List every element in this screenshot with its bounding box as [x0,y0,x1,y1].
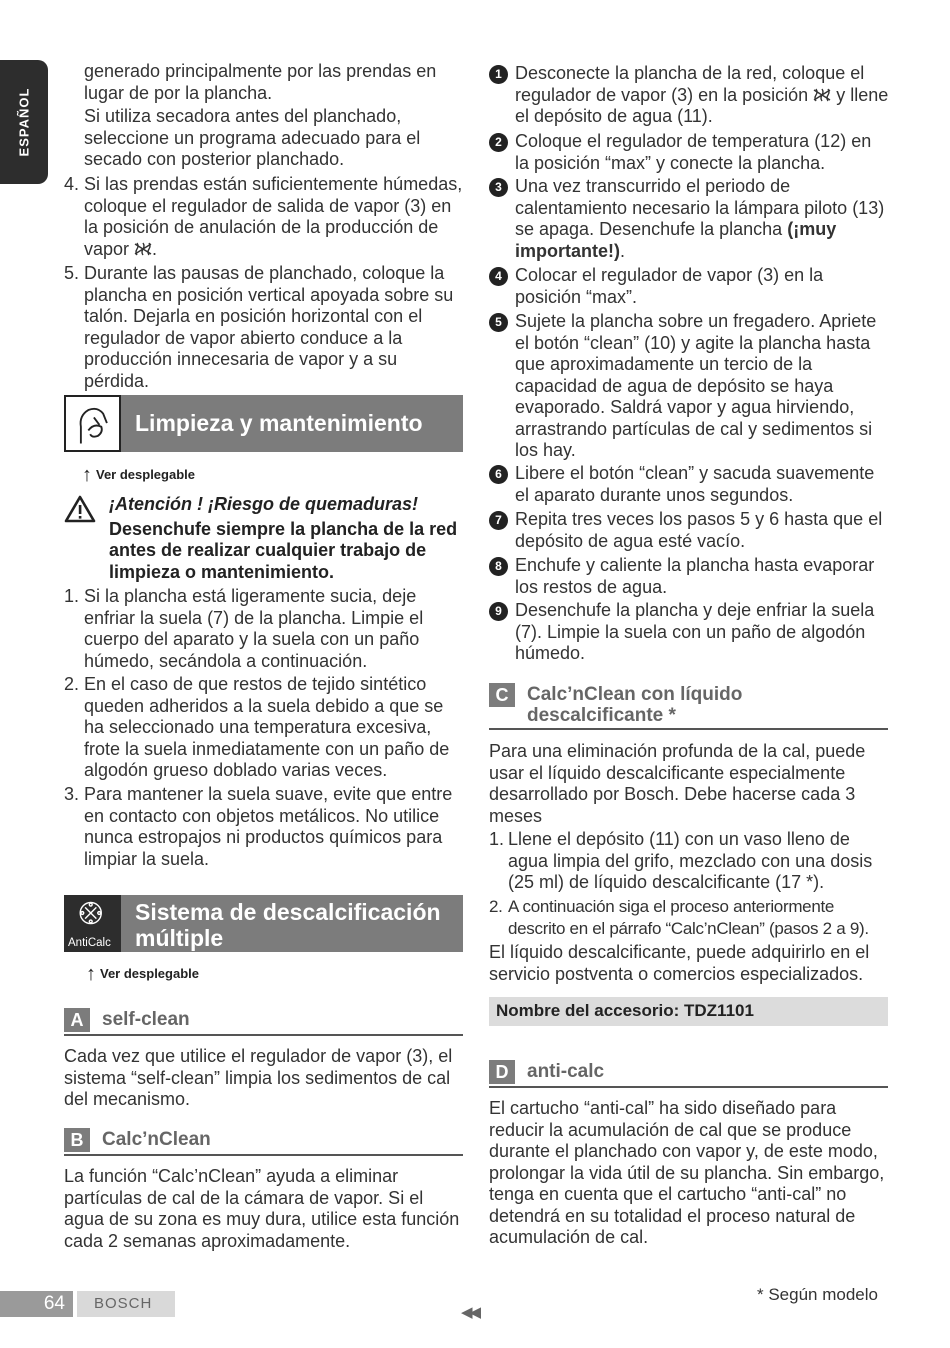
step-6: 6 Libere el botón “clean” y sacuda suavemente el aparato durante unos segundos. [489,463,889,506]
step-number: 1 [489,65,508,84]
warning-icon [64,494,96,529]
step-number: 9 [489,602,508,621]
page-number: 64 [43,1293,65,1314]
step-number: 6 [489,465,508,484]
subsection-b-heading [64,1128,463,1156]
section-title: Sistema de descalcificación múltiple [135,899,441,951]
step-4: 4 Colocar el regulador de vapor (3) en la posición “max”. [489,265,889,308]
subsection-badge: B [64,1128,90,1152]
language-tab [0,60,48,184]
see-foldout-note: ↑ Ver desplegable [82,464,195,486]
list-item-4: 4. Si las prendas están suficientemente húmedas, coloque el regulador de salida de vapor (3) en la posición de anulación de la producción de vapor . [64,174,463,259]
step-1: 1 Desconecte la plancha de la red, coloque el regulador de vapor (3) en la posición y llene el depósito de agua (11). [489,63,889,128]
intro-text-1: generado principalmente por las prendas en lugar de por la plancha. [84,61,437,103]
section-title: Limpieza y mantenimiento [135,410,423,436]
subsection-d-heading [489,1060,888,1088]
section-header-descaling [64,895,463,952]
step-3: 3 Una vez transcurrido el periodo de calentamiento necesario la lámpara piloto (13) se apaga. Desenchufe la plancha (¡muy importante!). [489,176,889,262]
list-item-text: Durante las pausas de planchado, coloque la plancha en posición vertical apoyada sobre su talón. Dejarla en posición horizontal con el regulador de vapor abierto conduce a la producción innecesaria de vapor y a su pérdida. [84,263,454,391]
subsection-c-text: Para una eliminación profunda de la cal, puede usar el líquido descalcificante especialmente desarrollado por Bosch. Debe hacerse cada 3 meses [489,741,866,826]
subsection-badge: C [489,683,515,707]
subsection-badge: A [64,1008,90,1032]
hand-cleaning-icon [64,395,121,452]
arrow-up-icon: ↑ [82,464,92,486]
nav-arrows-icon[interactable]: ◀◀ [461,1304,479,1321]
step-number: 5 [489,313,508,332]
step-number: 4 [489,267,508,286]
subsection-label: Calc’nClean con líquido descalcificante * [527,684,743,726]
subsection-label: Calc’nClean [102,1129,211,1150]
list-number: 5. [64,263,80,283]
page-number-box [0,1291,73,1317]
list-item: 2. En el caso de que restos de tejido sintético queden adheridos a la suela debido a que se ha seleccionado una temperatura excesiva, frote la suela inmediatamente con un paño de algodón grueso doblado varias veces. [64,674,450,780]
brand-label: BOSCH [94,1295,153,1312]
step-8: 8 Enchufe y caliente la plancha hasta evaporar los restos de agua. [489,555,889,598]
step-number: 3 [489,178,508,197]
list-item-text: Si las prendas están suficientemente húmedas, coloque el regulador de salida de vapor (3) en la posición de anulación de la producción de vapor [84,174,463,259]
accessory-name: Nombre del accesorio: TDZ1101 [496,1001,754,1020]
section-header-cleaning [64,395,463,452]
anticalc-label: AntiCalc [68,937,111,949]
warning-body: Desenchufe siempre la plancha de la red antes de realizar cualquier trabajo de limpieza o mantenimiento. [109,518,458,582]
list-item: 1. Si la plancha está ligeramente sucia, deje enfriar la suela (7) de la plancha. Limpie el cuerpo del aparato y la suela con un paño húmedo, secándola a continuación. [64,586,424,671]
intro-text-2: Si utiliza secadora antes del planchado, seleccione un programa adecuado para el secado con posterior planchado. [84,106,421,169]
subsection-label: anti-calc [527,1061,605,1082]
language-label: ESPAÑOL [16,87,32,157]
subsection-a-heading [64,1008,463,1036]
brand-box [77,1291,175,1317]
subsection-d-text: El cartucho “anti-cal” ha sido diseñado para reducir la acumulación de cal que se produce durante el planchado con vapor y, de este modo, prolongar la vida útil de su plancha. Sin embargo, tenga en cuenta que el cartucho “anti-cal” no detendrá en su totalidad el proceso natural de acumulación de cal. [489,1098,885,1247]
accessory-bar [489,997,888,1026]
subsection-c-heading [489,683,888,730]
footnote: * Según modelo [757,1285,878,1304]
intro-paragraph [84,61,464,171]
step-number: 7 [489,511,508,530]
see-foldout-note: ↑ Ver desplegable [86,963,199,985]
steam-off-icon [134,241,152,257]
subsection-b-text: La función “Calc’nClean” ayuda a eliminar partículas de cal de la cámara de vapor. Si el agua de su zona es muy dura, utilice esta función cada 2 semanas aproximadamente. [64,1166,460,1251]
subsection-label: self-clean [102,1009,190,1030]
steam-off-icon [813,87,831,103]
step-9: 9 Desenchufe la plancha y deje enfriar la suela (7). Limpie la suela con un paño de algodón húmedo. [489,600,889,665]
list-item: 1. Llene el depósito (11) con un vaso lleno de agua limpia del grifo, mezclado con una dosis (25 ml) de líquido descalcificante (17 *). [489,829,873,892]
subsection-a-text: Cada vez que utilice el regulador de vapor (3), el sistema “self-clean” limpia los sedimentos de cal del mecanismo. [64,1046,453,1109]
step-number: 8 [489,557,508,576]
warning-block [109,494,464,583]
list-number: 4. [64,174,80,194]
step-2: 2 Coloque el regulador de temperatura (12) en la posición “max” y conecte la plancha. [489,131,889,174]
step-number: 2 [489,133,508,152]
list-item: 2. A continuación siga el proceso anteriormente descrito en el párrafo “Calc’nClean” (pasos 2 a 9). [489,897,869,938]
arrow-up-icon: ↑ [86,963,96,985]
step-7: 7 Repita tres veces los pasos 5 y 6 hasta que el depósito de agua esté vacío. [489,509,889,552]
step-5: 5 Sujete la plancha sobre un fregadero. Apriete el botón “clean” (10) y agite la plancha hasta que aproximadamente un tercio de la capacidad de agua de depósito se haya evaporado. Saldrá vapor y agua hirviendo, arrastrando partículas de cal y sedimentos si los hay. [489,311,889,462]
list-item-5 [64,263,464,392]
warning-title: ¡Atención ! ¡Riesgo de quemaduras! [109,494,419,514]
subsection-badge: D [489,1060,515,1084]
anticalc-icon [64,895,121,952]
descaler-availability-text: El líquido descalcificante, puede adquirirlo en el servicio postventa o comercios especializados. [489,942,870,984]
list-item: 3. Para mantener la suela suave, evite que entre en contacto con objetos metálicos. No utilice nunca estropajos ni productos químicos para limpiar la suela. [64,784,453,869]
